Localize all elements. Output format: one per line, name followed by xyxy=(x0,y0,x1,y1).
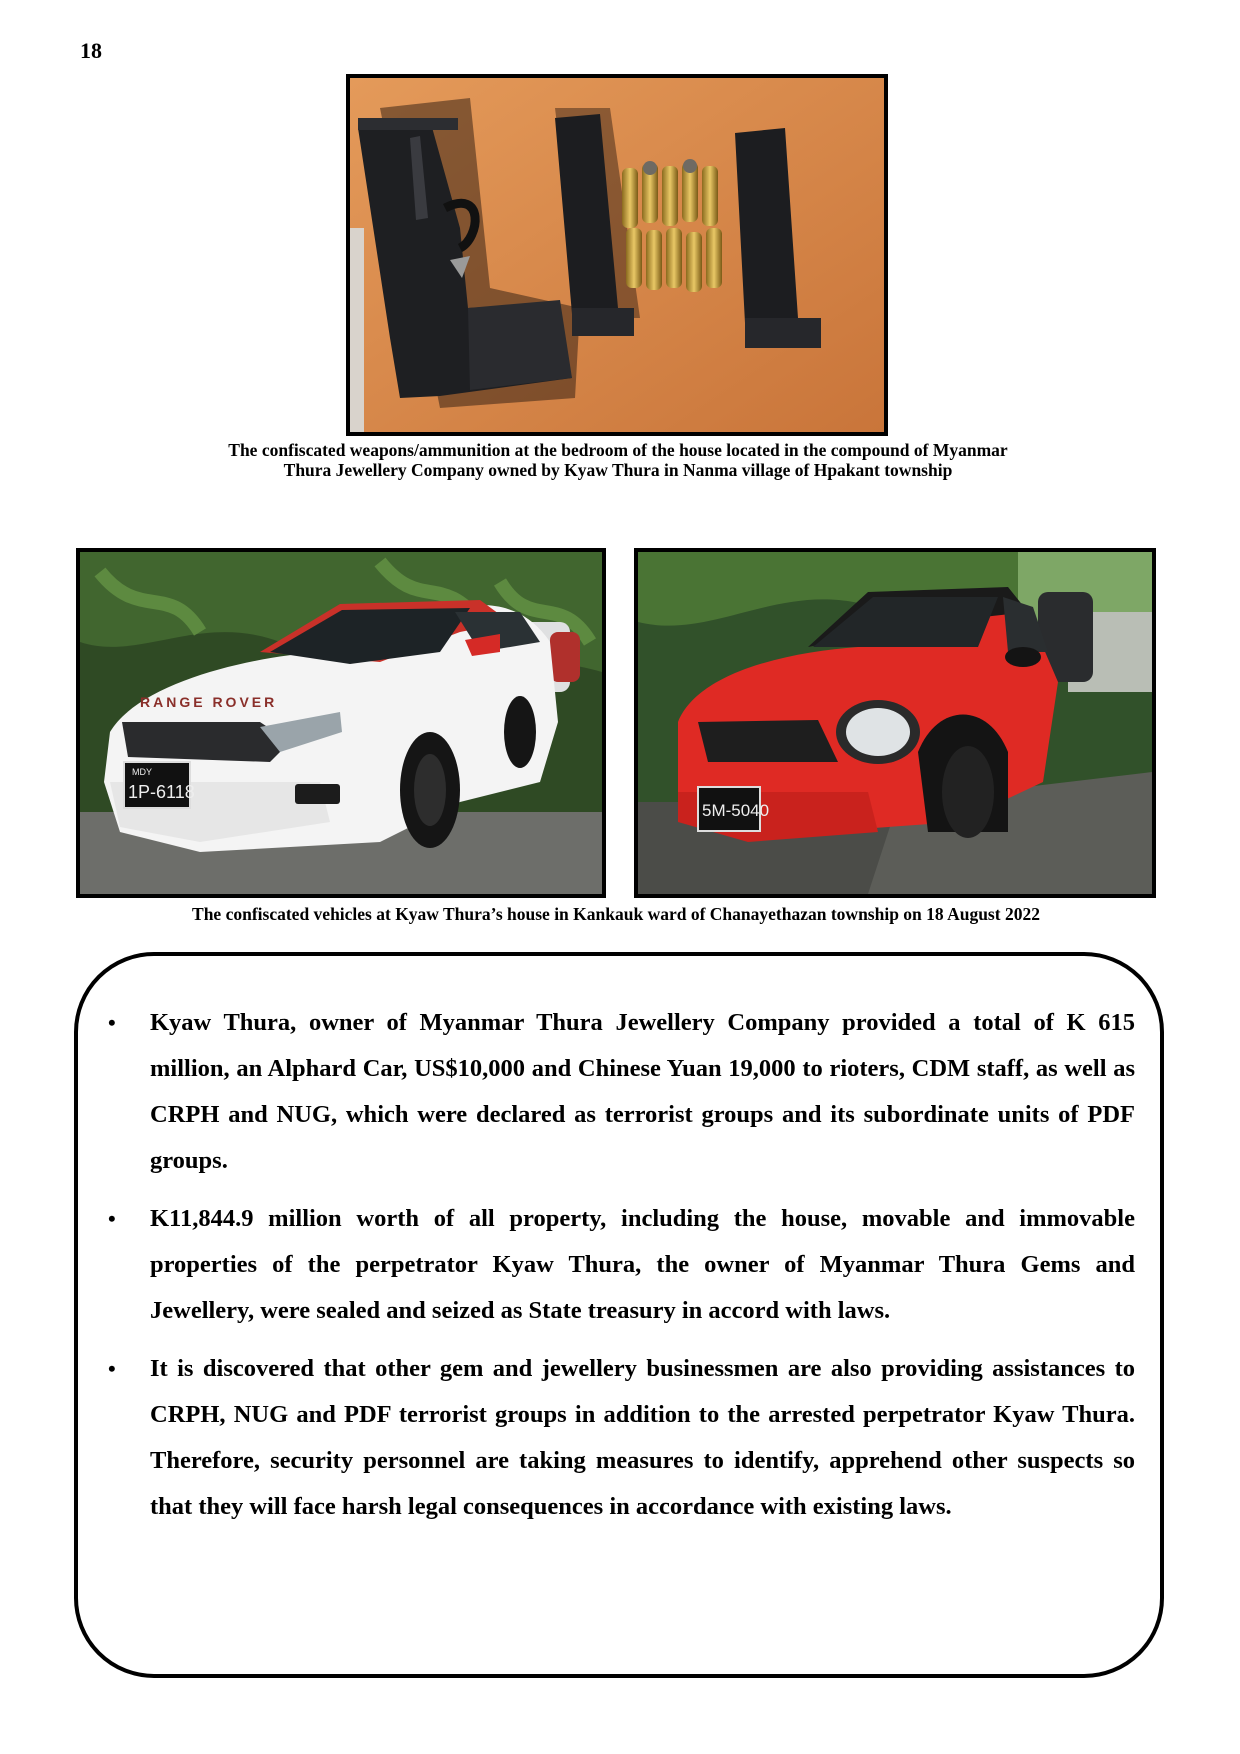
page-number: 18 xyxy=(80,38,102,63)
plate-region: MDY xyxy=(132,767,152,777)
license-plate: 5M-5040 xyxy=(702,801,770,820)
brand-text: RANGE ROVER xyxy=(140,694,278,710)
red-car-photo xyxy=(634,548,1156,898)
list-item: • It is discovered that other gem and jewellery businessmen are also providing assistances to CRPH, NUG and PDF terrorist groups in addition to the arrested perpetrator Kyaw Thura. Therefore, security personnel are taking measures to identify, apprehend other suspects so that they will face harsh legal consequences in accordance with existing laws. xyxy=(100,1346,1135,1530)
white-range-rover-icon xyxy=(80,552,602,894)
list-item: • Kyaw Thura, owner of Myanmar Thura Jewellery Company provided a total of K 615 million, an Alphard Car, US$10,000 and Chinese Yuan 19,000 to rioters, CDM staff, as well as CRPH and NUG, which were declared as terrorist groups and its subordinate units of PDF groups. xyxy=(100,1000,1135,1184)
vehicles-caption: The confiscated vehicles at Kyaw Thura’s house in Kankauk ward of Chanayethazan township on 18 August 2022 xyxy=(192,904,1040,924)
license-plate: 1P-6118 xyxy=(128,782,195,802)
white-car-photo xyxy=(76,548,606,898)
pistol-and-magazines-icon xyxy=(350,78,884,432)
summary-list xyxy=(100,1000,1135,1542)
weapons-photo xyxy=(346,74,888,436)
weapons-caption: The confiscated weapons/ammunition at the bedroom of the house located in the compound of Myanmar Thura Jewellery Company owned by Kyaw Thura in Nanma village of Hpakant township xyxy=(228,440,1008,480)
list-item: • K11,844.9 million worth of all property, including the house, movable and immovable properties of the perpetrator Kyaw Thura, the owner of Myanmar Thura Gems and Jewellery, were sealed and seized as State treasury in accord with laws. xyxy=(100,1196,1135,1334)
red-mini-icon xyxy=(638,552,1152,894)
